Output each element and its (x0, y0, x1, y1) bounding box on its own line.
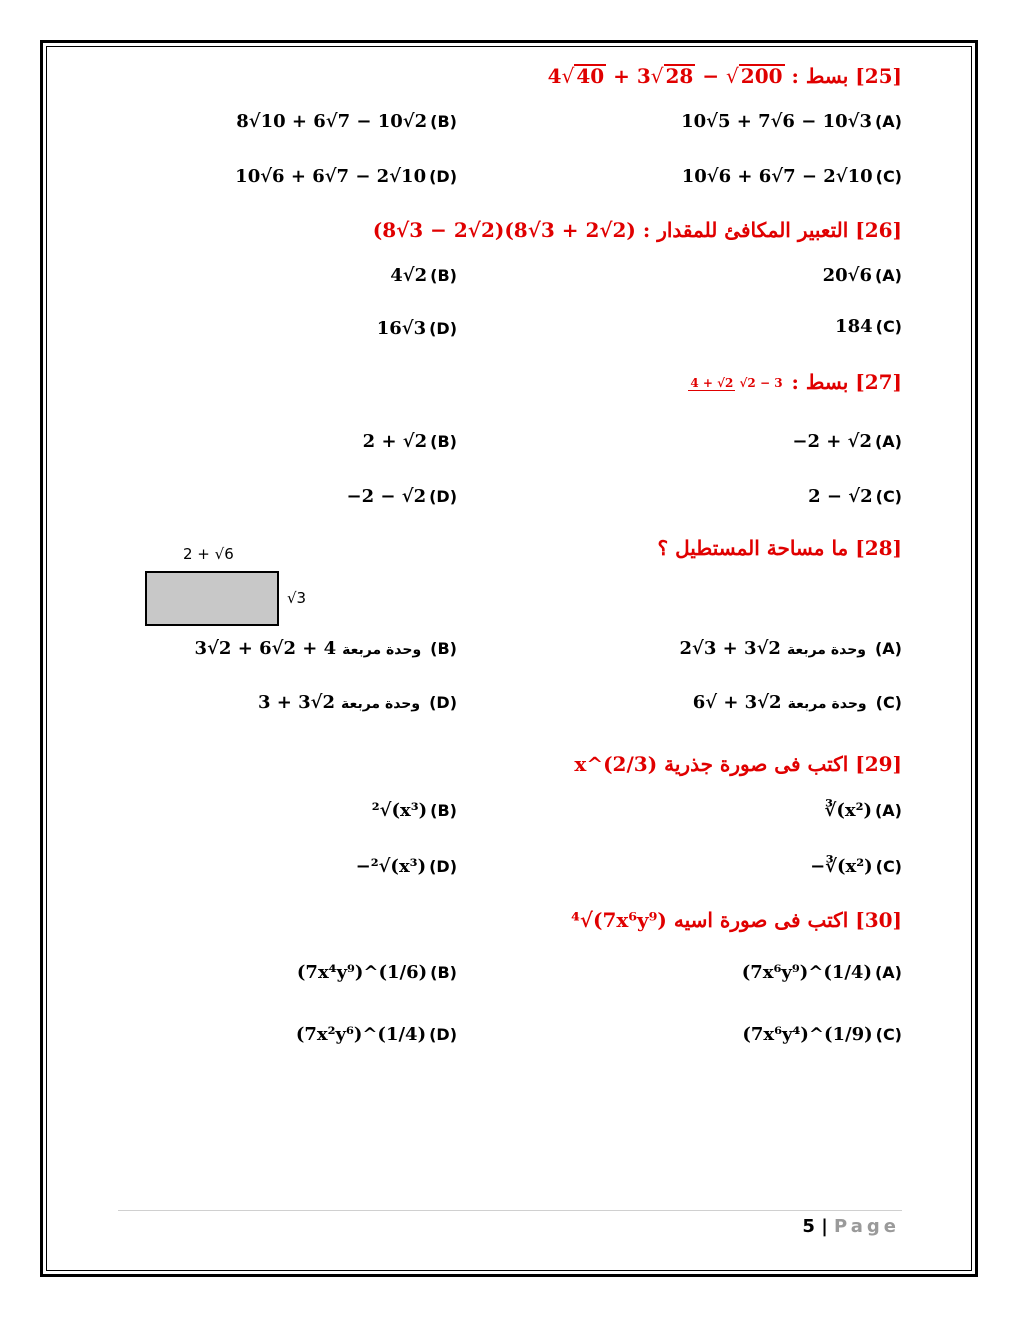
question-26-label: [26] التعبير المكافئ للمقدار : (642, 218, 902, 242)
question-27 (686, 370, 902, 394)
q27-option-b[interactable]: 2 + √2 (B) (362, 431, 457, 452)
footer-separator: | (821, 1216, 828, 1237)
page-word: Page (834, 1216, 900, 1237)
q30-option-a[interactable]: (7x⁶y⁹)^(1/4) (A) (741, 962, 902, 983)
q25-option-a[interactable]: 10√5 + 7√6 − 10√3 (A) (681, 111, 902, 132)
q29-option-b[interactable]: ²√(x³) (B) (371, 800, 457, 821)
q26-option-c[interactable]: 184 (C) (835, 316, 902, 337)
question-25 (548, 64, 902, 88)
question-30-expression: ⁴√(7x⁶y⁹) (571, 908, 667, 932)
q29-option-a[interactable]: ∛(x²) (A) (824, 800, 902, 821)
question-25-expression: 4√ 40 + 3√ 28 − √ 200 (547, 64, 783, 88)
question-28 (658, 536, 902, 560)
question-29 (574, 752, 902, 776)
q29-option-d[interactable]: −²√(x³) (D) (355, 856, 457, 877)
question-26 (373, 218, 902, 242)
question-27-fraction (688, 377, 782, 390)
rectangle-length-label: 2 + √6 (183, 545, 234, 563)
q28-option-d[interactable]: وحدة مربعة2√3 + 3 (D) (257, 692, 457, 713)
q28-option-a[interactable]: وحدة مربعة2√3 + 3√2 (A) (679, 638, 902, 659)
question-30-label: [30] اكتب فى صورة اسيه (673, 908, 902, 932)
rectangle-width-label: √3 (287, 589, 307, 607)
q25-option-d[interactable]: 10√6 + 6√7 − 2√10 (D) (235, 166, 457, 187)
question-29-expression: x^(2/3) (574, 752, 658, 776)
question-28-label: [28] ما مساحة المستطيل ؟ (657, 536, 902, 560)
question-29-label: [29] اكتب فى صورة جذرية (664, 752, 902, 776)
q30-option-d[interactable]: (7x²y⁶)^(1/4) (D) (295, 1024, 457, 1045)
question-26-expression: (8√3 − 2√2)(8√3 + 2√2) (372, 218, 636, 242)
q27-option-d[interactable]: −2 − √2 (D) (346, 486, 457, 507)
q25-option-c[interactable]: 10√6 + 6√7 − 2√10 (C) (681, 166, 902, 187)
q30-option-c[interactable]: (7x⁶y⁴)^(1/9) (C) (742, 1024, 902, 1045)
question-30 (571, 908, 902, 932)
q29-option-c[interactable]: −∛(x²) (C) (810, 856, 902, 877)
q27-option-c[interactable]: 2 − √2 (C) (808, 486, 902, 507)
footer-divider (118, 1210, 902, 1211)
question-27-label: [27] بسط : (791, 370, 902, 394)
q26-option-d[interactable]: 16√3 (D) (376, 318, 457, 339)
page-footer (802, 1216, 900, 1237)
rectangle-figure (145, 571, 279, 626)
q30-option-b[interactable]: (7x⁴y⁹)^(1/6) (B) (296, 962, 457, 983)
q27-denominator: √2 − 3 (739, 375, 783, 390)
q27-numerator: 4 + √2 (690, 375, 734, 390)
q28-option-b[interactable]: وحدة مربعة4 + 2√6 + 2√3 (B) (194, 638, 457, 659)
q26-option-b[interactable]: 4√2 (B) (390, 265, 457, 286)
question-25-label: [25] بسط : (791, 64, 902, 88)
q27-option-a[interactable]: −2 + √2 (A) (792, 431, 902, 452)
q28-option-c[interactable]: وحدة مربعة2√3 + √6 (C) (692, 692, 902, 713)
page-number: 5 (802, 1216, 815, 1237)
q25-option-b[interactable]: 8√10 + 6√7 − 10√2 (B) (236, 111, 457, 132)
q26-option-a[interactable]: 20√6 (A) (822, 265, 902, 286)
